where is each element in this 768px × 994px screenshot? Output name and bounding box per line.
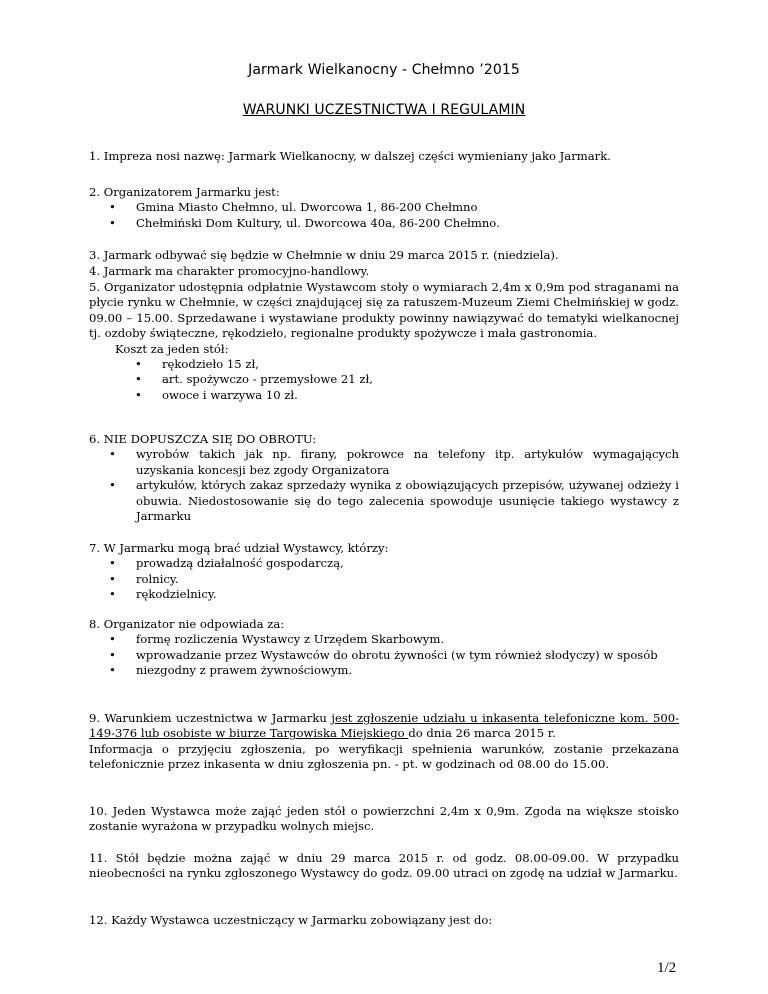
section-10: 10. Jeden Wystawca może zająć jeden stół o powierzchni 2,4m x 0,9m. Zgoda na większe stoisko zostanie wyrażona w przypadku wolnych miejsc. [89, 804, 679, 834]
section-7-heading: 7. W Jarmarku mogą brać udział Wystawcy, którzy: [89, 541, 389, 555]
list-item: • wprowadzanie przez Wystawców do obrotu żywności (w tym również słodyczy) w sposób [109, 648, 679, 663]
list-item: • wyrobów takich jak np. firany, pokrowce na telefony itp. artykułów wymagających uzyskania koncesji bez zgody Organizatora [109, 447, 679, 478]
section-4: 4. Jarmark ma charakter promocyjno-handlowy. [89, 264, 370, 278]
document-subtitle: WARUNKI UCZESTNICTWA I REGULAMIN [242, 102, 526, 118]
list-item: • art. spożywczo - przemysłowe 21 zł, [135, 372, 679, 387]
section-6-heading: 6. NIE DOPUSZCZA SIĘ DO OBROTU: [89, 432, 317, 446]
section-2-heading: 2. Organizatorem Jarmarku jest: [89, 185, 280, 199]
registration-contact: jest zgłoszenie udziału u inkasenta telefoniczne kom. 500-149-376 lub osobiste w biurze Targowiska Miejskiego [89, 711, 679, 741]
section-9-info: Informacja o przyjęciu zgłoszenia, po weryfikacji spełnienia warunków, zostanie przekazana telefonicznie przez inkasenta w dniu zgłoszenia pn. - pt. w godzinach od 08.00 do 15.00. [89, 742, 679, 772]
section-7 [89, 541, 679, 603]
registration-deadline: do dnia 26 marca 2015 r. [408, 726, 556, 741]
section-3: 3. Jarmark odbywać się będzie w Chełmnie w dniu 29 marca 2015 r. (niedziela). [89, 248, 559, 262]
prohibited-list [89, 447, 679, 524]
list-item: • rękodzielnicy. [109, 587, 679, 602]
section-5 [89, 280, 679, 403]
participants-list [89, 556, 679, 602]
list-item: • rolnicy. [109, 572, 679, 587]
section-8 [89, 617, 679, 679]
section-8-heading: 8. Organizator nie odpowiada za: [89, 617, 285, 631]
section-9-intro: 9. Warunkiem uczestnictwa w Jarmarku [89, 711, 332, 725]
organizer-list [89, 200, 679, 231]
section-5-text: 5. Organizator udostępnia odpłatnie Wystawcom stoły o wymiarach 2,4m x 0,9m pod straganami na płycie rynku w Chełmnie, w części znajdującej się za ratuszem-Muzeum Ziemi Chełmińskiej w godz. 09.00 – 15.00. Sprzedawane i wystawiane produkty powinny nawiązywać do tematyki wielkanocnej tj. ozdoby świąteczne, rękodzieło, regionalne produkty spożywcze i mała gastronomia. [89, 280, 679, 341]
document-title: Jarmark Wielkanocny - Chełmno ’2015 [248, 62, 520, 78]
list-item: • Gmina Miasto Chełmno, ul. Dworcowa 1, 86-200 Chełmno [109, 200, 679, 215]
list-item: • Chełmiński Dom Kultury, ul. Dworcowa 40a, 86-200 Chełmno. [109, 216, 679, 231]
section-12: 12. Każdy Wystawca uczestniczący w Jarmarku zobowiązany jest do: [89, 913, 493, 927]
section-6 [89, 432, 679, 524]
list-item: • prowadzą działalność gospodarczą, [109, 556, 679, 571]
list-item: • artykułów, których zakaz sprzedaży wynika z obowiązujących przepisów, używanej odzieży i obuwia. Niedostosowanie się do tego zalecenia spowoduje usunięcie takiego wystawcy z Jarmarku [109, 478, 679, 524]
list-item: • niezgodny z prawem żywnościowym. [109, 663, 679, 678]
list-item: • owoce i warzywa 10 zł. [135, 388, 679, 403]
list-item: • formę rozliczenia Wystawcy z Urzędem Skarbowym. [109, 632, 679, 647]
section-9 [89, 711, 679, 742]
list-item: • rękodzieło 15 zł, [135, 357, 679, 372]
cost-heading: Koszt za jeden stół: [115, 341, 229, 356]
page-number: 1/2 [657, 960, 677, 976]
section-1: 1. Impreza nosi nazwę: Jarmark Wielkanocny, w dalszej części wymieniany jako Jarmark. [89, 149, 611, 163]
section-11: 11. Stół będzie można zająć w dniu 29 marca 2015 r. od godz. 08.00-09.00. W przypadku nieobecności na rynku zgłoszonego Wystawcy do godz. 09.00 utraci on zgodę na udział w Jarmarku. [89, 851, 679, 881]
liability-list [89, 632, 679, 678]
section-2 [89, 185, 679, 231]
cost-list [89, 357, 679, 403]
